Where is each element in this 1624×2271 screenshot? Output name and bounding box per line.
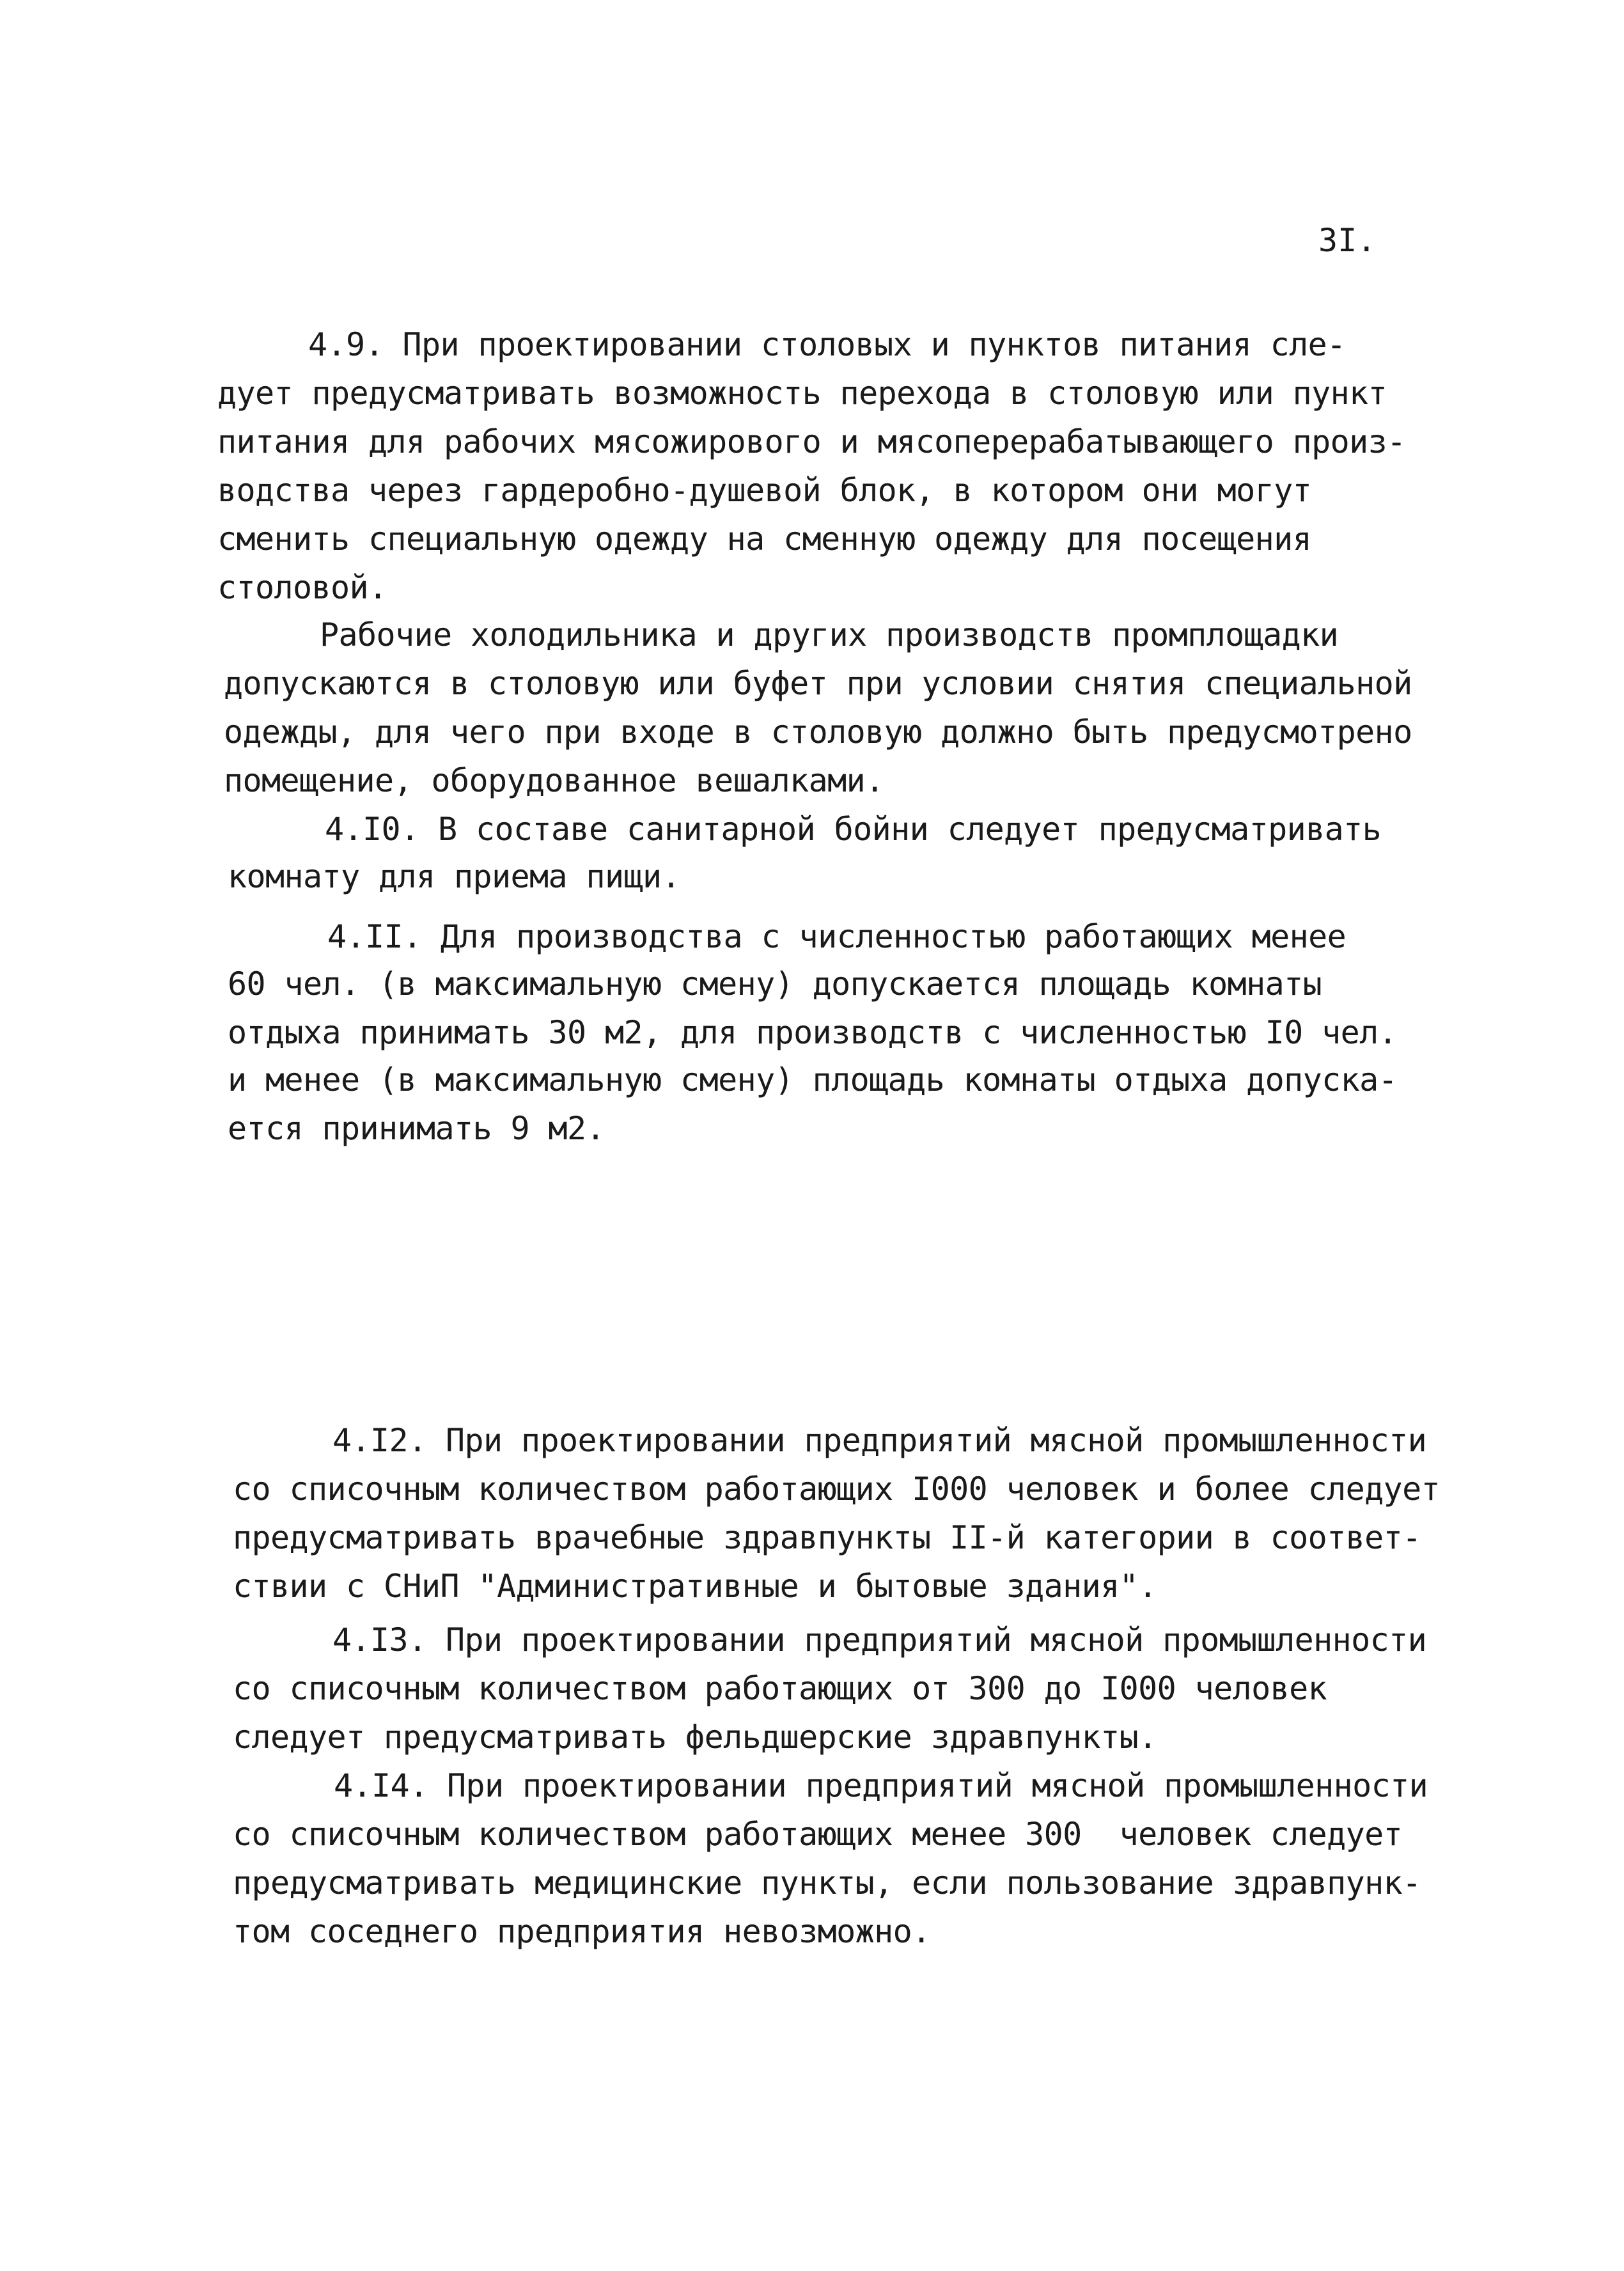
- paragraph-line: 4.I0. В составе санитарной бойни следует предусматривать: [325, 811, 1382, 848]
- paragraph-line: со списочным количеством работающих от 300 до I000 человек: [233, 1670, 1327, 1707]
- paragraph-line: ется принимать 9 м2.: [228, 1110, 605, 1147]
- paragraph-line: помещение, оборудованное вешалками.: [224, 762, 884, 799]
- paragraph-line: 4.I3. При проектировании предприятий мясной промышленности: [332, 1621, 1427, 1658]
- paragraph-line: сменить специальную одежду на сменную одежду для посещения: [217, 520, 1312, 558]
- paragraph-line: 4.I2. При проектировании предприятий мясной промышленности: [332, 1422, 1427, 1459]
- paragraph-line: допускаются в столовую или буфет при условии снятия специальной: [224, 665, 1412, 702]
- paragraph-line: со списочным количеством работающих I000 человек и более следует: [233, 1471, 1441, 1508]
- paragraph-line: одежды, для чего при входе в столовую должно быть предусмотрено: [224, 714, 1412, 751]
- paragraph-line: Рабочие холодильника и других производств промплощадки: [320, 616, 1339, 653]
- paragraph-line: комнату для приема пищи.: [228, 858, 681, 895]
- paragraph-line: 60 чел. (в максимальную смену) допускается площадь комнаты: [228, 965, 1322, 1003]
- page-number: 3I.: [1318, 222, 1377, 259]
- paragraph-line: дует предусматривать возможность перехода в столовую или пункт: [217, 375, 1387, 412]
- paragraph-line: предусматривать медицинские пункты, если пользование здравпунк-: [233, 1864, 1421, 1901]
- paragraph-line: столовой.: [217, 569, 387, 606]
- paragraph-line: и менее (в максимальную смену) площадь комнаты отдыха допуска-: [228, 1061, 1398, 1098]
- paragraph-line: том соседнего предприятия невозможно.: [233, 1913, 931, 1950]
- paragraph-line: водства через гардеробно-душевой блок, в котором они могут: [217, 472, 1312, 509]
- paragraph-line: 4.9. При проектировании столовых и пунктов питания сле-: [308, 326, 1346, 363]
- paragraph-line: 4.I4. При проектировании предприятий мясной промышленности: [334, 1767, 1428, 1804]
- paragraph-line: со списочным количеством работающих менее 300 человек следует: [233, 1816, 1403, 1853]
- paragraph-line: следует предусматривать фельдшерские здравпункты.: [233, 1719, 1157, 1756]
- paragraph-line: ствии с СНиП "Административные и бытовые здания".: [233, 1568, 1157, 1605]
- paragraph-line: отдыха принимать 30 м2, для производств с численностью I0 чел.: [228, 1014, 1398, 1051]
- paragraph-line: предусматривать врачебные здравпункты II-й категории в соответ-: [233, 1519, 1421, 1556]
- paragraph-line: питания для рабочих мясожирового и мясоперерабатывающего произ-: [217, 423, 1406, 460]
- paragraph-line: 4.II. Для производства с численностью работающих менее: [327, 918, 1347, 955]
